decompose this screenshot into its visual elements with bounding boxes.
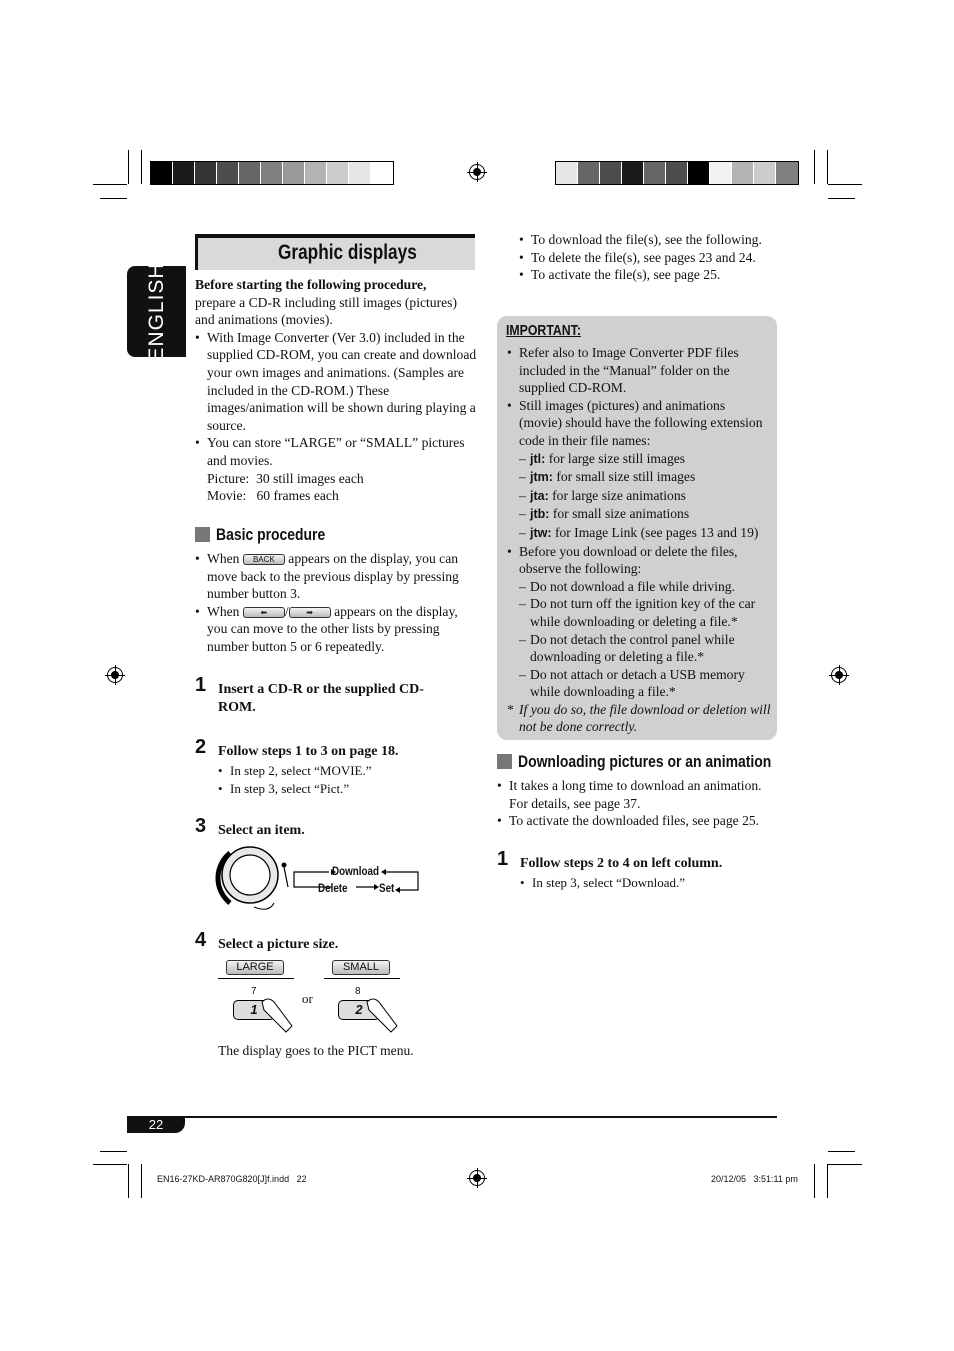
caution-item: – Do not detach the control panel while downloading or deleting a file.* xyxy=(519,631,771,666)
basic-bullet xyxy=(195,550,477,603)
important-bullet-text: Before you download or delete the files, observe the following: xyxy=(519,543,738,577)
crop-mark xyxy=(93,1164,127,1165)
basic-bullet xyxy=(195,603,477,656)
page-title: Graphic displays xyxy=(278,241,417,264)
downloading-bullet: • It takes a long time to download an animation. For details, see page 37. xyxy=(497,777,779,812)
small-display xyxy=(324,958,400,979)
basic-bullet-text: appears on the display, you can move back to the previous display by pressing number button 3. xyxy=(207,551,459,602)
step-number: 1 xyxy=(497,848,509,870)
crop-mark xyxy=(828,198,855,199)
caution-item: – Do not attach or detach a USB memory while downloading a file.* xyxy=(519,666,771,701)
extension-item: – jtb: for small size animations xyxy=(519,505,771,524)
registration-mark-icon xyxy=(831,667,847,683)
crop-mark xyxy=(93,184,127,185)
basic-procedure-heading xyxy=(195,526,349,544)
large-display xyxy=(218,958,294,979)
slash-text: / xyxy=(284,603,289,619)
file-bullet: • To delete the file(s), see pages 23 and 24. xyxy=(519,249,789,267)
basic-procedure-title: Basic procedure xyxy=(216,525,326,544)
step-number: 3 xyxy=(195,815,207,837)
display-note: The display goes to the PICT menu. xyxy=(218,1043,414,1058)
step-text: Follow steps 2 to 4 on left column. xyxy=(520,856,723,871)
step-sub-list xyxy=(520,874,770,892)
right-top-list xyxy=(519,231,789,284)
file-bullet: • To activate the file(s), see page 25. xyxy=(519,266,789,284)
section-title-box xyxy=(195,234,475,270)
button-7-label: 7 xyxy=(251,986,257,997)
step-sub-list xyxy=(218,762,468,797)
page-number: 22 xyxy=(127,1117,185,1133)
crop-mark xyxy=(100,1151,127,1152)
step-text: Follow steps 1 to 3 on page 18. xyxy=(218,744,399,759)
left-arrow-key-icon: ⬅ xyxy=(243,607,285,618)
step-number: 1 xyxy=(195,674,207,696)
step-sub-item: • In step 3, select “Download.” xyxy=(520,874,770,892)
language-tab xyxy=(127,261,186,362)
step-text: Insert a CD-R or the supplied CD-ROM. xyxy=(218,682,424,715)
crop-mark xyxy=(141,1164,142,1198)
crop-mark xyxy=(100,198,127,199)
important-bullet-text: Still images (pictures) and animations (movie) should have the following extension code in their file names: xyxy=(519,397,763,448)
footnote-mark: * xyxy=(507,701,514,717)
language-label: ENGLISH xyxy=(144,261,168,362)
large-label: LARGE xyxy=(226,960,284,975)
file-slug: EN16-27KD-AR870G820[J]f.indd 22 xyxy=(157,1174,307,1184)
basic-bullet-text: When xyxy=(207,551,240,566)
section-marker-icon xyxy=(195,527,210,542)
registration-mark-icon xyxy=(469,164,485,180)
footer-rule xyxy=(127,1116,777,1118)
important-list xyxy=(507,344,771,736)
color-bar-left xyxy=(150,161,394,185)
finger-press-icon xyxy=(363,996,403,1036)
extension-item: – jtw: for Image Link (see pages 13 and 19) xyxy=(519,524,771,543)
button-8-label: 8 xyxy=(355,986,361,997)
number-button-1-label: 1 xyxy=(250,1002,258,1017)
extension-item: – jtl: for large size still images xyxy=(519,450,771,469)
menu-label-set: Set xyxy=(379,881,395,895)
step-number: 4 xyxy=(195,929,207,951)
downloading-title: Downloading pictures or an animation xyxy=(518,752,772,771)
intro-block xyxy=(195,276,477,505)
caution-item: – Do not download a file while driving. xyxy=(519,578,771,596)
intro-bullet xyxy=(195,434,477,504)
extension-item: – jtm: for small size still images xyxy=(519,468,771,487)
footnote xyxy=(507,701,771,736)
crop-mark xyxy=(814,150,815,184)
downloading-bullet: • To activate the downloaded files, see page 25. xyxy=(497,812,779,830)
registration-mark-icon xyxy=(107,667,123,683)
footnote-text: If you do so, the file download or deletion will not be done correctly. xyxy=(519,701,771,735)
right-arrow-key-icon: ➡ xyxy=(289,607,331,618)
important-heading: IMPORTANT: xyxy=(506,322,581,339)
date-slug: 20/12/05 3:51:11 pm xyxy=(711,1174,798,1184)
step-text: Select an item. xyxy=(218,823,305,838)
step-number: 2 xyxy=(195,736,207,758)
color-bar-right xyxy=(555,161,799,185)
picture-capacity: Picture: 30 still images each xyxy=(207,470,364,486)
section-marker-icon xyxy=(497,754,512,769)
finger-press-icon xyxy=(258,996,298,1036)
crop-mark xyxy=(128,150,129,184)
important-bullet: • Refer also to Image Converter PDF files included in the “Manual” folder on the supplied CD-ROM. xyxy=(507,344,771,397)
crop-mark xyxy=(128,1164,129,1198)
small-label: SMALL xyxy=(332,960,390,975)
or-text: or xyxy=(302,991,313,1006)
downloading-heading xyxy=(497,753,827,771)
basic-bullet-text: When xyxy=(207,603,240,619)
menu-label-delete: Delete xyxy=(318,881,348,895)
important-bullet xyxy=(507,543,771,701)
control-dial-diagram xyxy=(214,845,424,915)
intro-bullet: • With Image Converter (Ver 3.0) included in the supplied CD-ROM, you can create and download your own images and animations. (Samples are included in the CD-ROM.) These images/animation will be shown during playing a source. xyxy=(195,329,477,435)
back-key-icon: BACK xyxy=(243,554,285,565)
intro-lead-text: prepare a CD-R including still images (pictures) and animations (movies). xyxy=(195,294,457,328)
caution-item: – Do not turn off the ignition key of the car while downloading or deleting a file.* xyxy=(519,595,771,630)
downloading-list xyxy=(497,777,779,830)
movie-capacity: Movie: 60 frames each xyxy=(207,488,339,504)
basic-procedure-list xyxy=(195,550,477,656)
crop-mark xyxy=(827,150,828,184)
registration-mark-icon xyxy=(469,1170,485,1186)
step-sub-item: • In step 2, select “MOVIE.” xyxy=(218,762,468,780)
important-box xyxy=(497,316,777,740)
step-text: Select a picture size. xyxy=(218,937,339,952)
crop-mark xyxy=(828,1151,855,1152)
intro-bullet-text: You can store “LARGE” or “SMALL” pictures and movies. xyxy=(207,435,465,468)
intro-lead-bold: Before starting the following procedure, xyxy=(195,277,427,292)
number-button-2-label: 2 xyxy=(355,1002,363,1017)
menu-label-download: Download xyxy=(332,864,380,878)
crop-mark xyxy=(828,1164,862,1165)
file-bullet: • To download the file(s), see the following. xyxy=(519,231,789,249)
extension-item: – jta: for large size animations xyxy=(519,487,771,506)
basic-bullet-text: appears on the display, you can move to the other lists by pressing number button 5 or 6 repeatedly. xyxy=(207,603,458,654)
crop-mark xyxy=(827,1164,828,1198)
crop-mark xyxy=(828,184,862,185)
step-sub-item: • In step 3, select “Pict.” xyxy=(218,780,468,798)
crop-mark xyxy=(141,150,142,184)
important-bullet xyxy=(507,397,771,543)
crop-mark xyxy=(814,1164,815,1198)
